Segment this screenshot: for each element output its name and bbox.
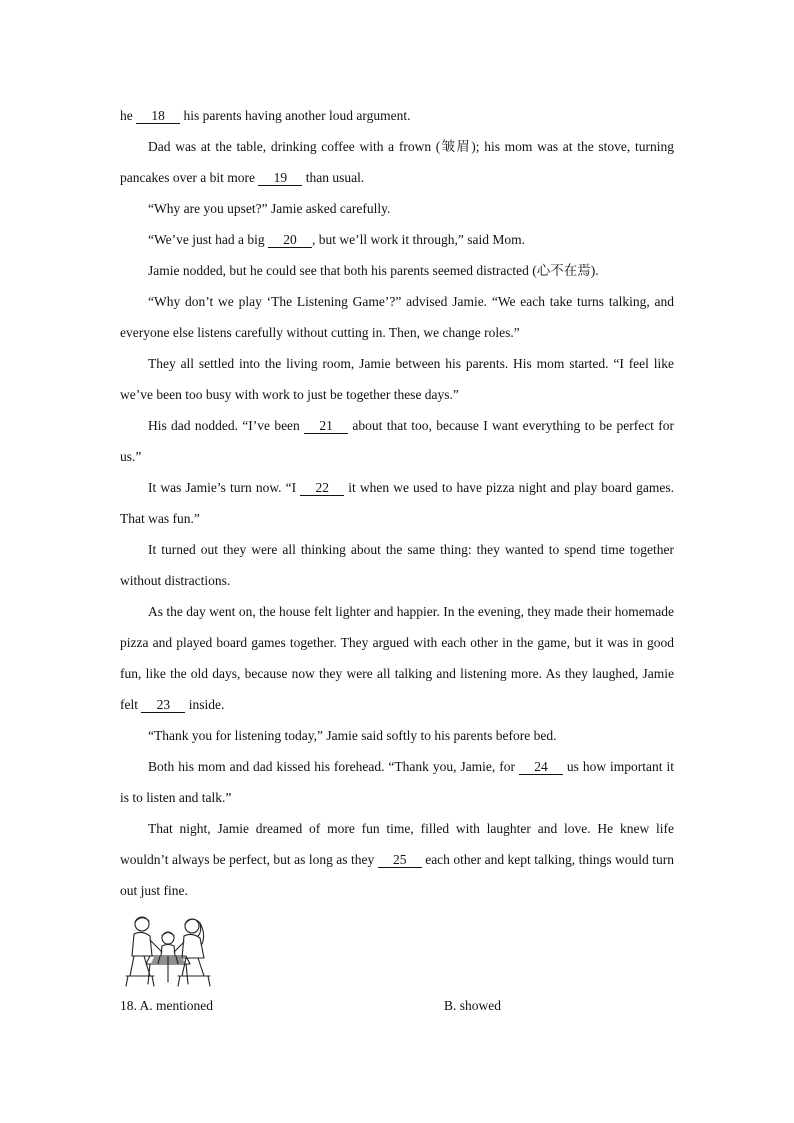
text-segment: us how important it is to listen and talk.”	[120, 759, 674, 805]
text-segment: That night, Jamie dreamed of more fun time, filled with laughter and love. He knew life wouldn’t always be perfect, but as long as they	[120, 821, 674, 867]
option-a[interactable]: A. mentioned	[139, 998, 214, 1013]
paragraph-4: Jamie nodded, but he could see that both his parents seemed distracted (心不在焉).	[148, 263, 599, 278]
blank-24: 24	[519, 759, 563, 775]
paragraph-13	[120, 813, 674, 906]
blank-19: 19	[258, 170, 302, 186]
option-b[interactable]: B. showed	[444, 998, 501, 1013]
question-18-options	[120, 995, 674, 1017]
text-segment: It was Jamie’s turn now. “I	[148, 480, 301, 495]
text-segment: about that too, because I want everything to be perfect for us.”	[120, 418, 674, 464]
blank-25: 25	[378, 852, 422, 868]
paragraph-10	[120, 596, 674, 720]
paragraph-7	[120, 410, 674, 472]
paragraph-12	[120, 751, 674, 813]
text-segment: Both his mom and dad kissed his forehead. “Thank you, Jamie, for	[148, 759, 519, 774]
text-segment: , but we’ll work it through,” said Mom.	[312, 232, 525, 247]
paragraph-9: It turned out they were all thinking about the same thing: they wanted to spend time together without distractions.	[120, 542, 674, 588]
paragraph-5: “Why don’t we play ‘The Listening Game’?” advised Jamie. “We each take turns talking, and everyone else listens carefully without cutting in. Then, we change roles.”	[120, 294, 674, 340]
text-segment: inside.	[185, 697, 225, 712]
paragraph-1	[120, 131, 674, 193]
blank-20: 20	[268, 232, 312, 248]
paragraph-6: They all settled into the living room, Jamie between his parents. His mom started. “I feel like we’ve been too busy with work to just be together these days.”	[120, 356, 674, 402]
paragraph-11: “Thank you for listening today,” Jamie said softly to his parents before bed.	[148, 728, 557, 743]
blank-23: 23	[141, 697, 185, 713]
family-board-game-icon	[120, 910, 216, 988]
text-segment: Dad was at the table, drinking coffee with a frown (皱眉); his mom was at the stove, turning pancakes over a bit more	[120, 139, 674, 185]
blank-18: 18	[136, 108, 180, 124]
text-segment: “We’ve just had a big	[148, 232, 268, 247]
text-segment: His dad nodded. “I’ve been	[148, 418, 305, 433]
passage	[120, 100, 674, 906]
text-segment: he	[120, 108, 137, 123]
question-number: 18.	[120, 998, 137, 1013]
text-segment: than usual.	[302, 170, 365, 185]
text-segment: each other and kept talking, things would turn out just fine.	[120, 852, 675, 898]
paragraph-0	[120, 100, 674, 131]
text-segment: As the day went on, the house felt lighter and happier. In the evening, they made their homemade pizza and played board games together. They argued with each other in the game, but it was in good fun, like the old days, because now they were all talking and listening more. As they laughed, Jamie felt	[120, 604, 674, 712]
text-segment: it when we used to have pizza night and play board games. That was fun.”	[120, 480, 674, 526]
blank-22: 22	[300, 480, 344, 496]
paragraph-3	[120, 224, 674, 255]
paragraph-2: “Why are you upset?” Jamie asked carefully.	[148, 201, 391, 216]
paragraph-8	[120, 472, 674, 534]
blank-21: 21	[304, 418, 348, 434]
text-segment: his parents having another loud argument.	[180, 108, 411, 123]
